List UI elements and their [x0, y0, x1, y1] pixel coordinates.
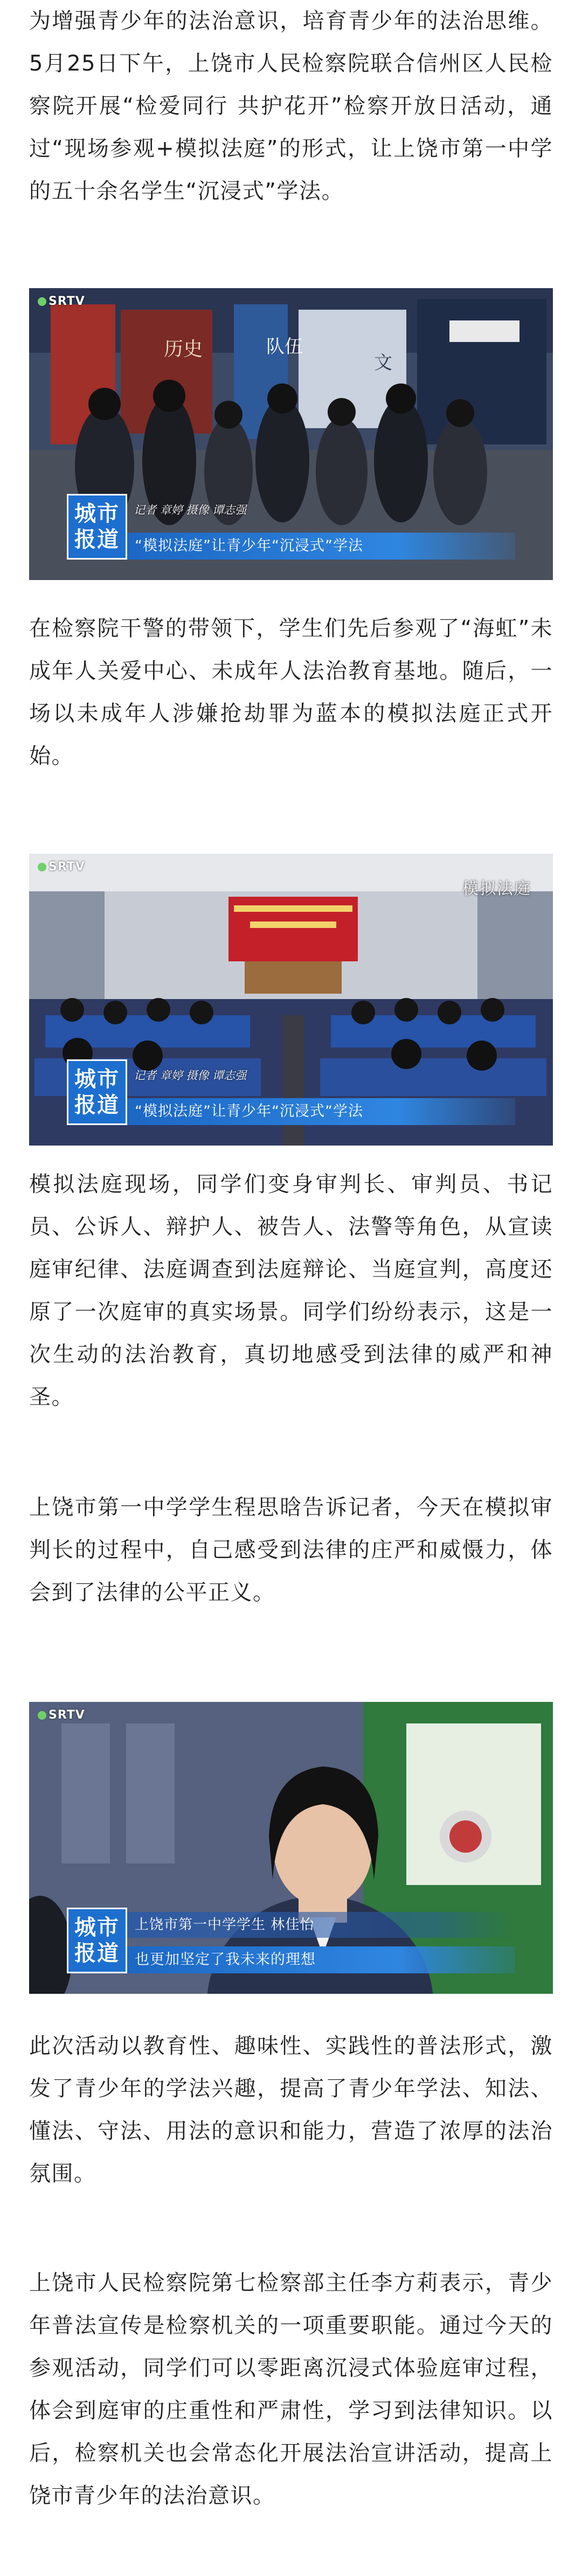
lower-third	[127, 1059, 515, 1125]
corner-title-label: 模拟法庭	[462, 879, 531, 898]
news-video-frame-2	[29, 854, 553, 1146]
quote-caption-bar: 也更加坚定了我未来的理想	[127, 1946, 515, 1973]
city-report-logo: 城市 报道	[67, 1908, 127, 1973]
exhibit-text-wen: 文	[374, 352, 392, 374]
reporter-credit: 记者 章婷 摄像 谭志强	[134, 504, 247, 516]
city-report-logo: 城市 报道	[67, 494, 127, 560]
paragraph-6: 上饶市人民检察院第七检察部主任李方莉表示，青少年普法宣传是检察机关的一项重要职能。通过今天的参观活动，同学们可以零距离沉浸式体验庭审过程，体会到庭审的庄重性和严肃性，学习到法律知识。以后，检察机关也会常态化开展法治宣讲活动，提高上饶市青少年的法治意识。	[29, 2271, 553, 2508]
news-video-frame-1	[29, 288, 553, 580]
paragraph-2: 在检察院干警的带领下，学生们先后参观了“海虹”未成年人关爱中心、未成年人法治教育基地。随后，一场以未成年人涉嫌抢劫罪为蓝本的模拟法庭正式开始。	[29, 616, 553, 769]
city-report-logo: 城市 报道	[67, 1059, 127, 1125]
paragraph-5: 此次活动以教育性、趣味性、实践性的普法形式，激发了青少年的学法兴趣，提高了青少年学法、知法、懂法、守法、用法的意识和能力，营造了浓厚的法治氛围。	[29, 2034, 553, 2186]
paragraph-1: 为增强青少年的法治意识，培育青少年的法治思维。5月25日下午，上饶市人民检察院联合信州区人民检察院开展“检爱同行 共护花开”检察开放日活动，通过“现场参观+模拟法庭”的形式，让上饶市第一中学的五十余名学生“沉浸式”学法。	[29, 9, 553, 204]
exhibit-text-team: 队伍	[266, 336, 303, 358]
caption-bar: “模拟法庭”让青少年“沉浸式”学法	[127, 1098, 515, 1125]
lower-third	[127, 494, 515, 560]
exhibit-text-history: 历史	[164, 338, 203, 360]
lower-third	[127, 1908, 515, 1973]
station-watermark: SRTV	[38, 295, 85, 308]
station-watermark: SRTV	[38, 860, 85, 874]
station-watermark: SRTV	[38, 1708, 85, 1722]
news-video-frame-3	[29, 1702, 553, 1994]
paragraph-3: 模拟法庭现场，同学们变身审判长、审判员、书记员、公诉人、辩护人、被告人、法警等角色，从宣读庭审纪律、法庭调查到法庭辩论、当庭宣判，高度还原了一次庭审的真实场景。同学们纷纷表示，这是一次生动的法治教育，真切地感受到法律的威严和神圣。	[29, 1172, 553, 1409]
caption-bar: “模拟法庭”让青少年“沉浸式”学法	[127, 533, 515, 560]
interviewee-name-bar: 上饶市第一中学学生 林佳怡	[127, 1912, 515, 1938]
reporter-credit: 记者 章婷 摄像 谭志强	[134, 1069, 247, 1082]
paragraph-4: 上饶市第一中学学生程思晗告诉记者，今天在模拟审判长的过程中，自己感受到法律的庄严和威慑力，体会到了法律的公平正义。	[29, 1495, 553, 1605]
